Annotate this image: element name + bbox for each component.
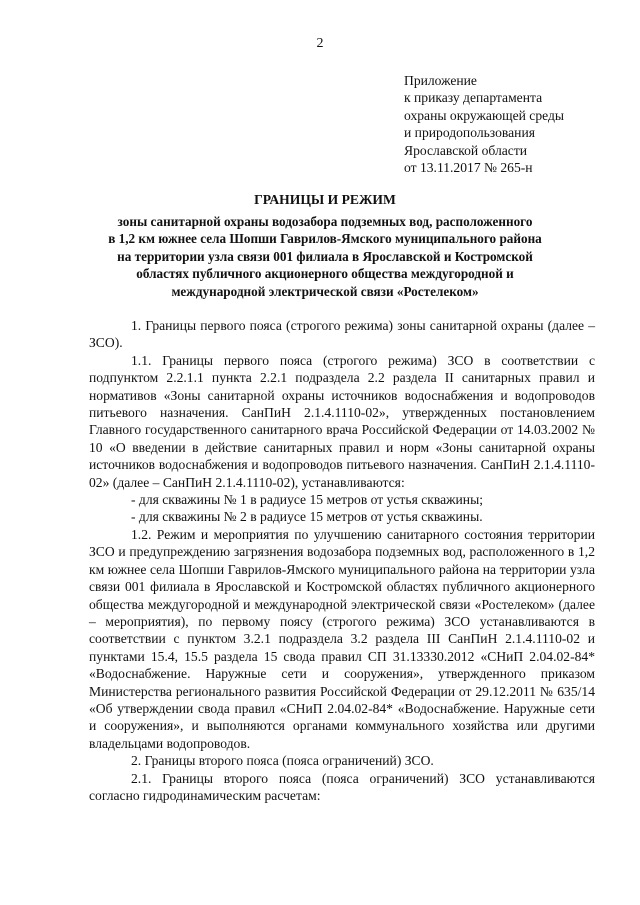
bullet-well-2: - для скважины № 2 в радиусе 15 метров от устья скважины. <box>131 509 483 525</box>
paragraph-1: 1. Границы первого пояса (строгого режима) зоны санитарной охраны (далее – ЗСО). <box>89 318 595 351</box>
appendix-line: к приказу департамента <box>404 90 543 106</box>
appendix-line: Приложение <box>404 73 477 88</box>
appendix-line: охраны окружающей среды <box>404 107 565 123</box>
paragraph-2-1: 2.1. Границы второго пояса (пояса ограничений) ЗСО устанавливаются согласно гидродинамическим расчетам: <box>89 770 595 803</box>
appendix-line: от 13.11.2017 № 265-н <box>404 160 533 176</box>
title-line: международной электрической связи «Ростелеком» <box>171 283 479 299</box>
document-body <box>89 317 595 804</box>
paragraph-1-2: 1.2. Режим и мероприятия по улучшению санитарного состояния территории ЗСО и предупреждению загрязнения водозабора подземных вод, расположенного в 1,2 км южнее села Шопши Гаврилов-Ямского муниципального района на территории узла связи 001 филиала в Ярославской и Костромской областях публичного акционерного общества междугородной и международной электрической связи «Ростелеком» (далее – мероприятия), по первому поясу (строгого режима) ЗСО устанавливаются в соответствии с пунктом 3.2.1 подраздела 3.2 раздела III СанПиН 2.1.4.1110-02 и пунктами 15.4, 15.5 раздела 15 свода правил СП 31.13330.2012 «СНиП 2.04.02-84* «Водоснабжение. Наружные сети и сооружения», утвержденного приказом Министерства регионального развития Российской Федерации от 29.12.2011 № 635/14 «Об утверждении свода правил «СНиП 2.04.02-84* «Водоснабжение. Наружные сети и сооружения», и выполняются органами коммунального хозяйства или другими владельцами водопроводов. <box>89 526 595 751</box>
appendix-line: Ярославской области <box>404 142 528 158</box>
appendix-block <box>404 72 624 176</box>
page-number: 2 <box>316 36 324 51</box>
document-title <box>70 191 580 301</box>
bullet-well-1: - для скважины № 1 в радиусе 15 метров от устья скважины; <box>131 492 483 508</box>
appendix-line: и природопользования <box>404 125 535 141</box>
title-line: на территории узла связи 001 филиала в Ярославской и Костромской <box>117 248 533 264</box>
paragraph-2: 2. Границы второго пояса (пояса ограничений) ЗСО. <box>131 753 434 769</box>
title-line: зоны санитарной охраны водозабора подземных вод, расположенного <box>117 213 533 229</box>
title-line: в 1,2 км южнее села Шопши Гаврилов-Ямского муниципального района <box>108 231 542 247</box>
title-line: областях публичного акционерного общества междугородной и <box>136 266 514 282</box>
paragraph-1-1: 1.1. Границы первого пояса (строгого режима) ЗСО в соответствии с подпунктом 2.2.1.1 пункта 2.2.1 подраздела 2.2 раздела II санитарных правил и нормативов «Зоны санитарной охраны источников водоснабжения и водопроводов питьевого назначения. СанПиН 2.1.4.1110-02», утвержденных постановлением Главного государственного санитарного врача Российской Федерации от 14.03.2002 № 10 «О введении в действие санитарных правил и норм «Зоны санитарной охраны источников водоснабжения и водопроводов питьевого назначения. СанПиН 2.1.4.1110-02» (далее – СанПиН 2.1.4.1110-02), устанавливаются: <box>89 352 595 490</box>
main-title: ГРАНИЦЫ И РЕЖИМ <box>254 192 396 207</box>
